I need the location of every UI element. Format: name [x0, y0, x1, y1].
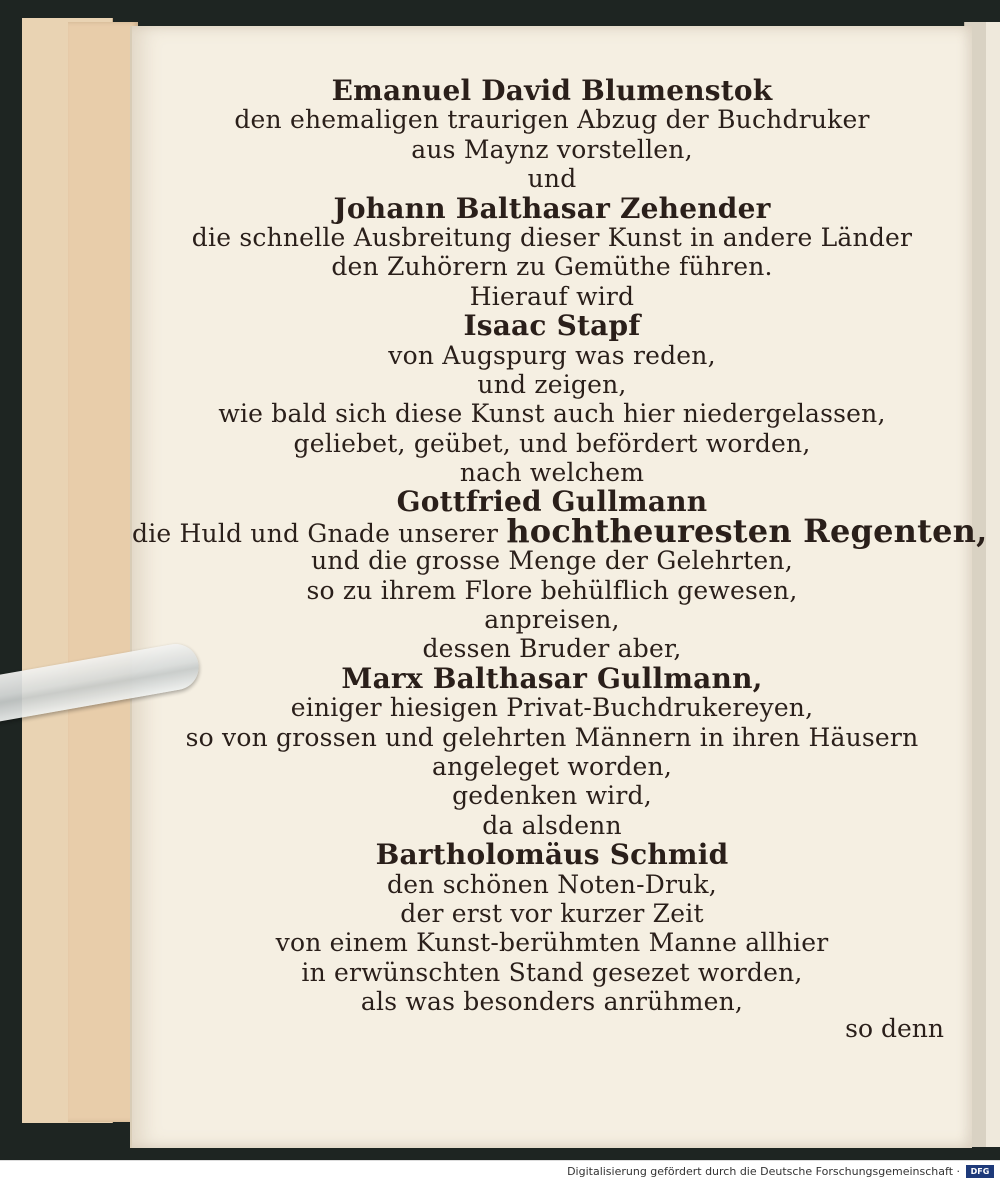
text-line: angeleget worden, — [431, 751, 673, 781]
faded-stamp — [204, 1011, 296, 1039]
dfg-logo: DFG — [966, 1165, 994, 1178]
text-line: Hierauf wird — [469, 281, 635, 311]
footer-credit: Digitalisierung gefördert durch die Deutsche Forschungsgemeinschaft · — [567, 1165, 960, 1178]
text-line: einiger hiesigen Privat-Buchdrukereyen, — [290, 693, 814, 723]
text-line: so von grossen und gelehrten Männern in ihren Häusern — [185, 722, 919, 752]
text-line: als was besonders anrühmen, — [360, 987, 744, 1017]
text-line: die schnelle Ausbreitung dieser Kunst in andere Länder — [191, 222, 913, 252]
text-line: nach welchem — [459, 458, 645, 488]
text-line: in erwünschten Stand gesezet worden, — [301, 957, 803, 987]
text-line: dessen Bruder aber, — [422, 634, 682, 664]
text-line: und zeigen, — [477, 369, 627, 399]
text-line: anpreisen, — [484, 605, 620, 635]
text-line-name: Marx Balthasar Gullmann, — [341, 661, 763, 695]
text-line-name: Emanuel David Blumenstok — [331, 74, 773, 107]
text-line: der erst vor kurzer Zeit — [400, 898, 704, 928]
text-line-mixed — [132, 511, 988, 550]
text-line: gedenken wird, — [452, 781, 652, 811]
footer-bar — [0, 1160, 1000, 1183]
text-line: von einem Kunst-berühmten Manne allhier — [275, 928, 829, 958]
text-line-name: Isaac Stapf — [463, 309, 641, 343]
text-line: den schönen Noten-Druk, — [387, 869, 717, 899]
text-line: so zu ihrem Flore behülflich gewesen, — [306, 575, 798, 605]
text-line: und die grosse Menge der Gelehrten, — [311, 546, 793, 576]
text-line-name: Johann Balthasar Zehender — [333, 191, 771, 225]
document-page — [130, 26, 988, 1148]
text-line: da alsdenn — [482, 810, 622, 840]
text-line: den Zuhörern zu Gemüthe führen. — [331, 252, 773, 282]
emphasis-text: hochtheuresten Regenten, — [506, 511, 988, 550]
text-line: und — [527, 164, 577, 194]
text-line-name: Gottfried Gullmann — [396, 485, 708, 519]
catchword: so denn — [845, 1014, 944, 1043]
book-cover-strip — [68, 22, 138, 1122]
page-text — [132, 74, 988, 1017]
text-line-name: Bartholomäus Schmid — [375, 838, 729, 872]
text-line: den ehemaligen traurigen Abzug der Buchdruker — [234, 105, 870, 135]
text-line: geliebet, geübet, und befördert worden, — [293, 428, 811, 458]
page-edge-outer — [986, 22, 1000, 1147]
text-line-part: die Huld und Gnade unserer — [132, 518, 507, 548]
text-line: wie bald sich diese Kunst auch hier niedergelassen, — [218, 399, 886, 429]
text-line: aus Maynz vorstellen, — [411, 134, 693, 164]
text-line: von Augspurg was reden, — [388, 340, 716, 370]
